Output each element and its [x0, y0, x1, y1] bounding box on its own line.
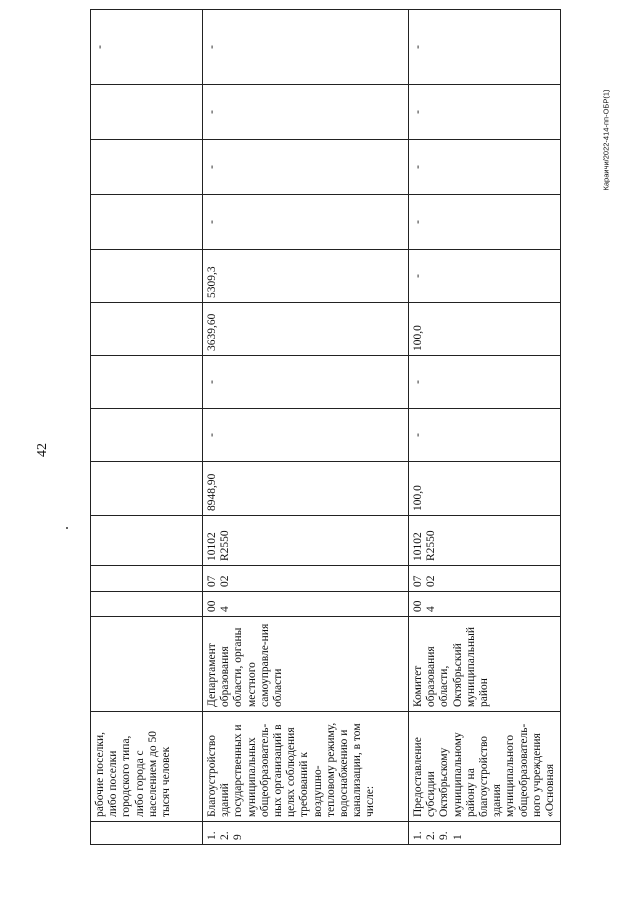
value-year-3: 3639,60 [203, 303, 409, 356]
value-year-1: - [409, 409, 561, 462]
code-target: 10102 R2550 [409, 516, 561, 566]
page-number: 42 [35, 443, 50, 457]
value-year-4: 5309,3 [203, 250, 409, 303]
row-executor: Комитет образования области, Октябрьский муниципальный район [409, 617, 561, 712]
scan-speck [66, 527, 68, 529]
value-year-5: - [409, 195, 561, 250]
table-row [409, 10, 561, 845]
code-grbs: 004 [203, 592, 409, 617]
value-year-5 [91, 195, 203, 250]
code-section [91, 566, 203, 592]
code-section: 0702 [409, 566, 561, 592]
value-year-4: - [409, 250, 561, 303]
value-year-2: - [409, 356, 561, 409]
row-number [91, 822, 203, 845]
code-section: 0702 [203, 566, 409, 592]
row-executor [91, 617, 203, 712]
code-grbs [91, 592, 203, 617]
value-year-8: - [203, 10, 409, 85]
value-year-3: 100,0 [409, 303, 561, 356]
value-year-6 [91, 140, 203, 195]
value-year-8: - [91, 10, 203, 85]
row-executor: Департамент образования области, органы местного самоуправле-ния области [203, 617, 409, 712]
row-name: рабочие поселки, либо поселки городского типа, либо города с населением до 50 тысяч человек [91, 712, 203, 822]
value-year-8: - [409, 10, 561, 85]
value-total: 8948,90 [203, 462, 409, 516]
value-year-7: - [409, 85, 561, 140]
value-year-2 [91, 356, 203, 409]
table-row [91, 10, 203, 845]
code-target [91, 516, 203, 566]
code-target: 10102 R2550 [203, 516, 409, 566]
row-number: 1.2.9 [203, 822, 409, 845]
value-year-5: - [203, 195, 409, 250]
row-name: Предоставление субсидии Октябрьскому муниципальному району на благоустройство здания муниципального общеобразователь-ного учреждения «Основная [409, 712, 561, 822]
value-year-1 [91, 409, 203, 462]
code-grbs: 004 [409, 592, 561, 617]
value-year-2: - [203, 356, 409, 409]
row-number: 1.2.9. 1 [409, 822, 561, 845]
document-stamp: Караичи/2022-414-пп-ОБР(1) [601, 89, 611, 191]
rotated-table-frame [90, 45, 557, 845]
row-name: Благоустройство зданий государственных и муниципальных общеобразователь-ных организаций в целях соблюдения требований к воздушно-тепловому режиму, водоснабжению и канализации, в том числе: [203, 712, 409, 822]
value-year-4 [91, 250, 203, 303]
value-year-1: - [203, 409, 409, 462]
value-year-6: - [409, 140, 561, 195]
value-total: 100,0 [409, 462, 561, 516]
value-total [91, 462, 203, 516]
table-row [203, 10, 409, 845]
value-year-7: - [203, 85, 409, 140]
program-table [90, 9, 561, 845]
value-year-7 [91, 85, 203, 140]
value-year-3 [91, 303, 203, 356]
value-year-6: - [203, 140, 409, 195]
